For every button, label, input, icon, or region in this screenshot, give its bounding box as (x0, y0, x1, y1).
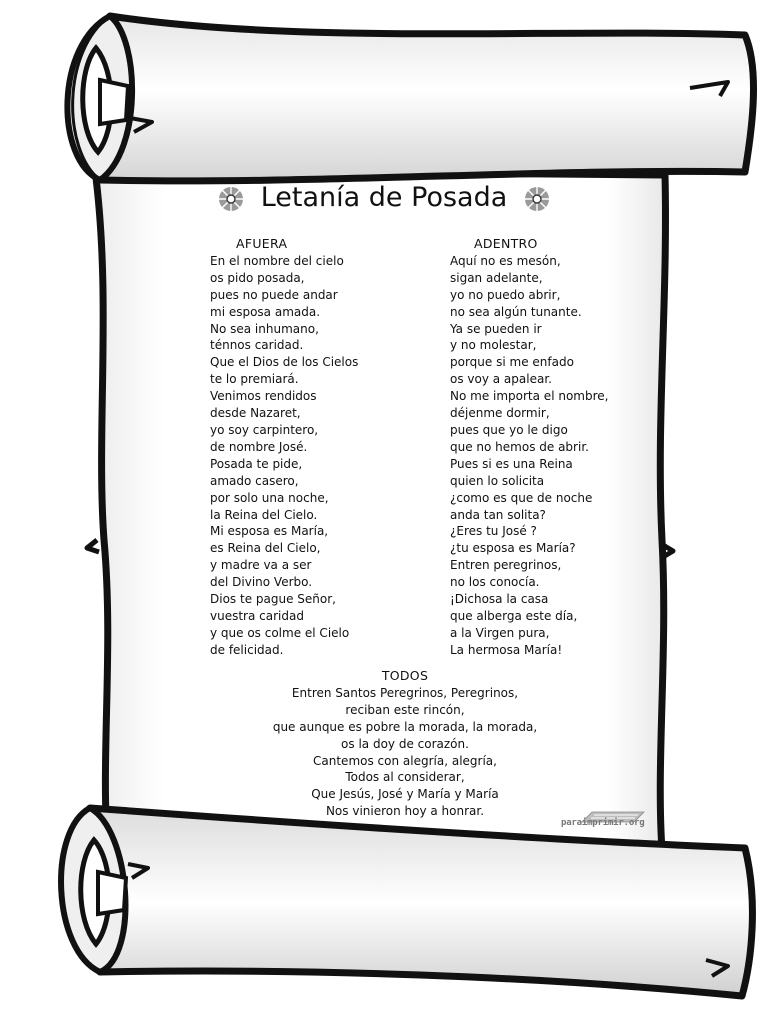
todos-verse-line: Cantemos con alegría, alegría, (313, 753, 497, 768)
snowflake-icon (216, 184, 246, 214)
snowflake-icon (522, 184, 552, 214)
adentro-verse-line: déjenme dormir, (450, 406, 550, 421)
todos-verse-line: que aunque es pobre la morada, la morada, (272, 719, 538, 734)
adentro-verse-line: ¿Eres tu José ? (450, 524, 537, 539)
adentro-verse-line: sigan adelante, (450, 270, 543, 285)
adentro-verse-line: a la Virgen pura, (450, 625, 550, 640)
afuera-verse-line: y madre va a ser (210, 558, 312, 573)
adentro-verse-line: no sea algún tunante. (450, 304, 582, 319)
adentro-verse-line: ¿como es que de noche (450, 490, 593, 505)
afuera-verse-line: por solo una noche, (210, 490, 329, 505)
afuera-verse-line: os pido posada, (210, 270, 305, 285)
todos-verse-line: Nos vinieron hoy a honrar. (325, 804, 485, 819)
todos-section (0, 668, 768, 820)
todos-verse-line: Entren Santos Peregrinos, Peregrinos, (291, 685, 519, 700)
afuera-verse-line: Posada te pide, (210, 456, 303, 471)
afuera-verse-line: amado casero, (210, 473, 299, 488)
afuera-verse-line: te lo premiará. (210, 372, 299, 387)
afuera-verse-line: vuestra caridad (210, 608, 304, 623)
adentro-heading: ADENTRO (474, 236, 538, 251)
todos-verse-line: reciban este rincón, (345, 702, 465, 717)
adentro-verse-line: que alberga este día, (450, 608, 578, 623)
top-roll (77, 16, 754, 181)
adentro-verse-line: No me importa el nombre, (450, 389, 609, 404)
afuera-verse-line: pues no puede andar (210, 287, 338, 302)
page-title: Letanía de Posada (260, 182, 508, 213)
adentro-column (450, 236, 608, 659)
adentro-verse-line: Ya se pueden ir (450, 321, 542, 336)
afuera-verse-line: Dios te pague Señor, (210, 592, 336, 607)
page-title-row (0, 182, 768, 214)
afuera-verse-line: yo soy carpintero, (210, 422, 319, 437)
afuera-verse-line: la Reina del Cielo. (210, 507, 318, 522)
todos-verse-line: Que Jesús, José y María y María (311, 787, 499, 802)
adentro-verse-line: ¡Dichosa la casa (450, 592, 549, 607)
adentro-verse-line: Pues si es una Reina (450, 456, 573, 471)
adentro-verse-line: porque si me enfado (450, 355, 574, 370)
adentro-verse-line: y no molestar, (450, 338, 537, 353)
adentro-verse-line: Aquí no es mesón, (450, 253, 561, 268)
afuera-verse-line: ténnos caridad. (210, 338, 304, 353)
adentro-verse-line: anda tan solita? (450, 507, 546, 522)
afuera-verse-line: es Reina del Cielo, (210, 541, 321, 556)
adentro-verse-line: yo no puedo abrir, (450, 287, 561, 302)
adentro-verse-line: os voy a apalear. (450, 372, 552, 387)
todos-heading: TODOS (381, 668, 429, 683)
adentro-verse-line: no los conocía. (450, 575, 540, 590)
adentro-verse-line: Entren peregrinos, (450, 558, 562, 573)
afuera-column (210, 236, 358, 659)
adentro-verse-line: quien lo solicita (450, 473, 545, 488)
todos-verse-line: Todos al considerar, (345, 770, 465, 785)
afuera-verse-line: mi esposa amada. (210, 304, 321, 319)
afuera-verse-line: Mi esposa es María, (210, 524, 329, 539)
afuera-heading: AFUERA (236, 236, 288, 251)
afuera-verse-line: No sea inhumano, (210, 321, 319, 336)
adentro-verse-line: que no hemos de abrir. (450, 439, 589, 454)
adentro-verse-line: pues que yo le digo (450, 422, 568, 437)
afuera-verse-line: de nombre José. (210, 439, 308, 454)
todos-verse-line: os la doy de corazón. (341, 736, 469, 751)
afuera-verse-line: desde Nazaret, (210, 406, 301, 421)
afuera-verse-line: del Divino Verbo. (210, 575, 313, 590)
afuera-verse-line: Que el Dios de los Cielos (210, 355, 359, 370)
adentro-verse-line: ¿tu esposa es María? (450, 541, 576, 556)
site-watermark: paraimprimir.org (561, 818, 645, 828)
afuera-verse-line: de felicidad. (210, 642, 284, 657)
adentro-verse-line: La hermosa María! (450, 642, 563, 657)
afuera-verse-line: Venimos rendidos (210, 389, 317, 404)
afuera-verse-line: y que os colme el Cielo (210, 625, 350, 640)
afuera-verse-line: En el nombre del cielo (210, 253, 344, 268)
